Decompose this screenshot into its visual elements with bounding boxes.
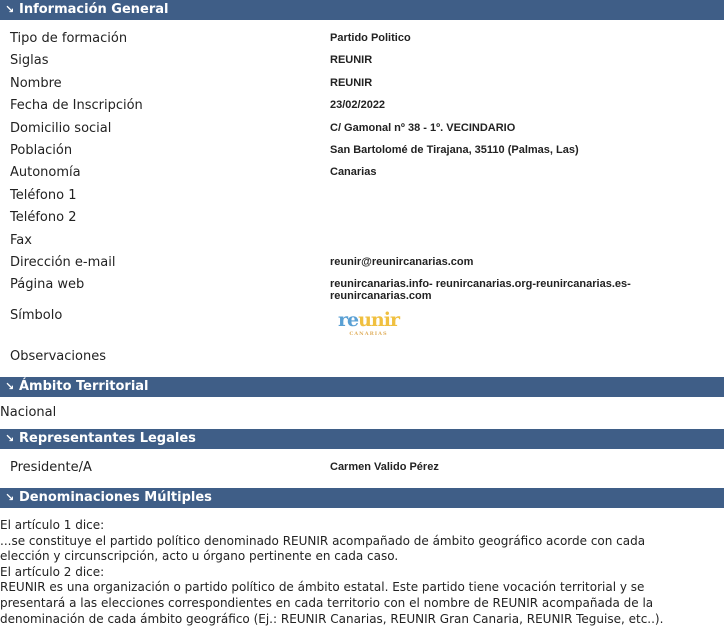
party-logo: reunir CANARIAS bbox=[338, 309, 399, 337]
collapse-arrow-icon: ↘ bbox=[5, 3, 15, 16]
collapse-arrow-icon: ↘ bbox=[5, 432, 15, 445]
section-header-representantes-legales[interactable] bbox=[0, 429, 724, 449]
field-label: Fecha de Inscripción bbox=[10, 98, 143, 114]
field-label: Dirección e-mail bbox=[10, 255, 116, 270]
field-label: Población bbox=[10, 143, 73, 158]
field-label: Fax bbox=[10, 232, 32, 248]
section-title: Representantes Legales bbox=[19, 431, 196, 446]
field-value: Partido Politico bbox=[330, 32, 411, 44]
field-value: REUNIR bbox=[330, 76, 373, 89]
field-label: Nombre bbox=[10, 75, 62, 91]
field-label: Domicilio social bbox=[10, 120, 112, 136]
denominaciones-text bbox=[0, 518, 663, 627]
field-label: Autonomía bbox=[10, 165, 81, 181]
representante-value: Carmen Valido Pérez bbox=[330, 461, 439, 473]
collapse-arrow-icon: ↘ bbox=[5, 380, 15, 393]
text-line: REUNIR es una organización o partido político de ámbito estatal. Este partido tiene vocación territorial y se bbox=[0, 580, 645, 595]
text-line: elección y circunscripción, acto u órgano pertinente en cada caso. bbox=[0, 549, 399, 564]
field-value: San Bartolomé de Tirajana, 35110 (Palmas, Las) bbox=[330, 144, 579, 156]
simbolo-label: Símbolo bbox=[10, 308, 63, 323]
field-value: Canarias bbox=[330, 166, 377, 179]
field-label: Tipo de formación bbox=[10, 31, 128, 46]
field-label: Siglas bbox=[10, 53, 49, 69]
representante-label: Presidente/A bbox=[10, 460, 92, 475]
section-header-ambito-territorial[interactable] bbox=[0, 377, 724, 397]
text-line: ...se constituye el partido político denominado REUNIR acompañado de ámbito geográfico acorde con cada bbox=[0, 533, 646, 548]
section-title: Ámbito Territorial bbox=[19, 379, 149, 394]
section-title: Denominaciones Múltiples bbox=[19, 490, 212, 505]
ambito-value: Nacional bbox=[0, 405, 57, 420]
field-value: reunircanarias.info- reunircanarias.org-reunircanarias.es- reunircanarias.com bbox=[330, 278, 631, 303]
section-header-denominaciones-multiples[interactable] bbox=[0, 488, 724, 508]
field-label: Teléfono 1 bbox=[10, 187, 77, 203]
field-label: Página web bbox=[10, 277, 85, 293]
observaciones-label: Observaciones bbox=[10, 349, 106, 364]
text-line: El artículo 1 dice: bbox=[0, 518, 105, 532]
field-value: 23/02/2022 bbox=[330, 99, 386, 112]
text-line: El artículo 2 dice: bbox=[0, 564, 105, 579]
field-value: reunir@reunircanarias.com bbox=[330, 256, 474, 268]
section-title: Información General bbox=[19, 2, 169, 17]
text-line: presentará a las elecciones correspondientes en cada territorio con el nombre de REUNIR acompañada de la bbox=[0, 595, 654, 610]
collapse-arrow-icon: ↘ bbox=[5, 491, 15, 504]
section-header-informacion-general[interactable] bbox=[0, 0, 724, 20]
field-value: REUNIR bbox=[330, 54, 373, 67]
field-value: C/ Gamonal nº 38 - 1º. VECINDARIO bbox=[330, 121, 516, 134]
text-line: denominación de cada ámbito geográfico (Ej.: REUNIR Canarias, REUNIR Gran Canaria, REUNIR Teguise, etc..). bbox=[0, 611, 664, 626]
field-label: Teléfono 2 bbox=[10, 210, 77, 226]
